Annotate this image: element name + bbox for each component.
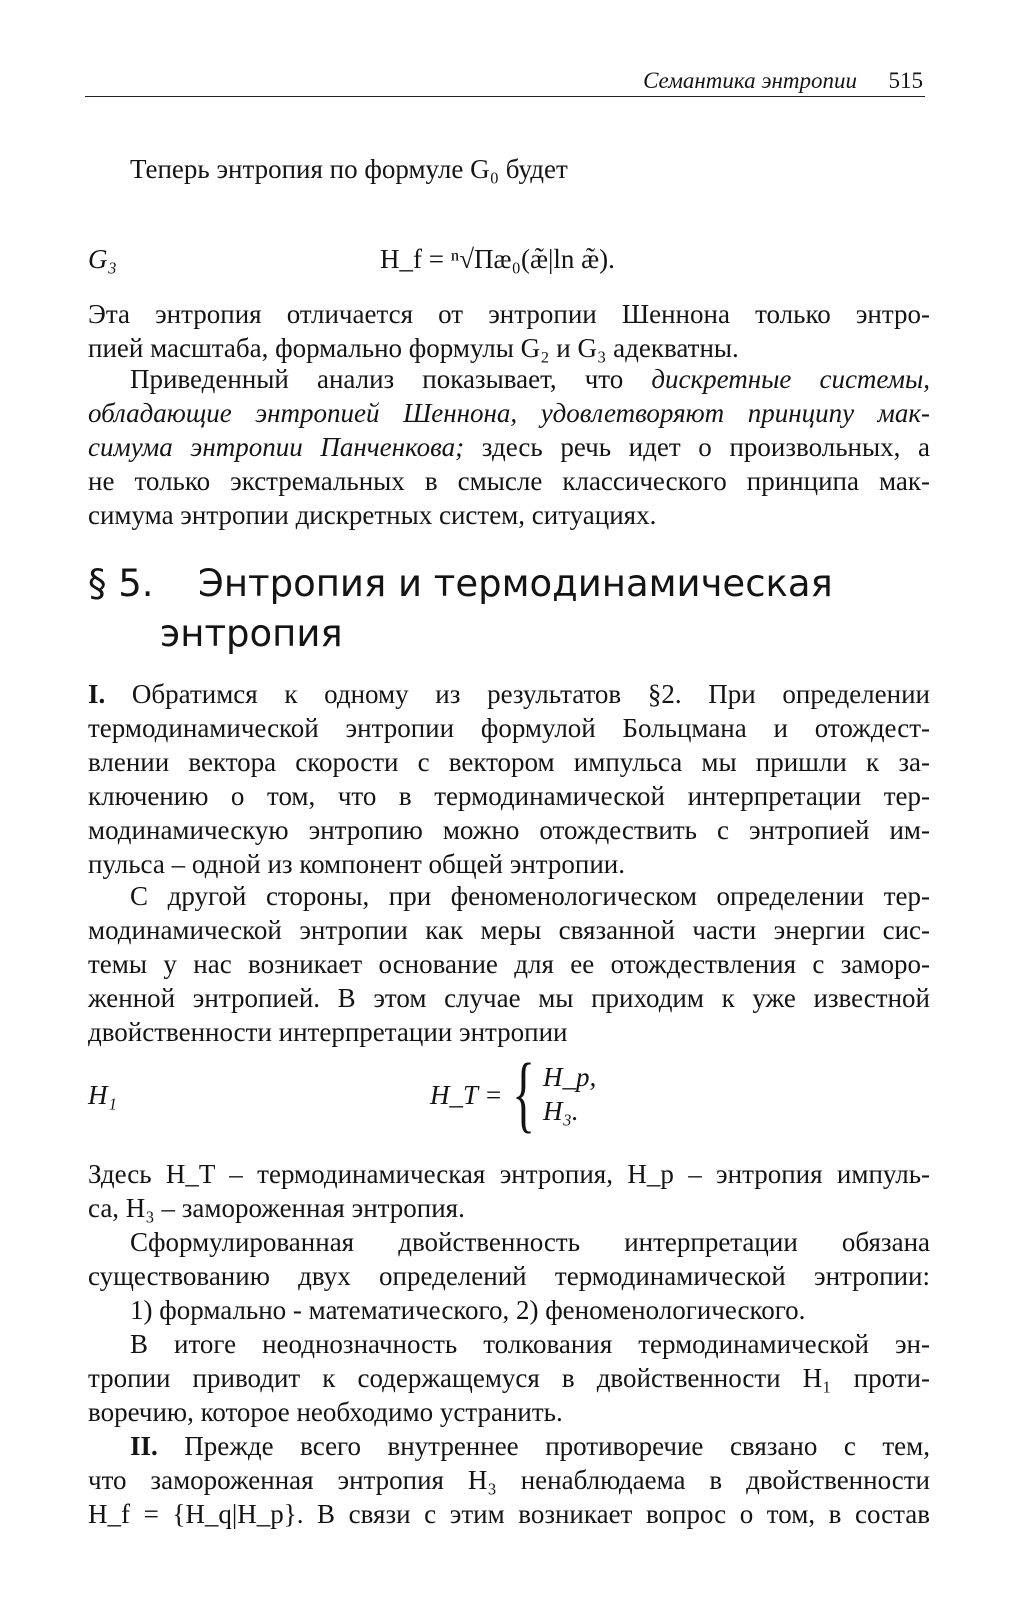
paragraph-line: II. Прежде всего внутреннее противоречие связано с тем, — [130, 1431, 930, 1461]
equation-label: H₁ — [88, 1080, 117, 1110]
equation-label: G₃ — [88, 244, 117, 274]
equation-formula: H_f = ⁿ√Πæ₀(æ̃|ln æ̃). — [380, 244, 615, 274]
equation-lhs: H_T = — [430, 1080, 503, 1110]
paragraph-line: Сформулированная двойственность интерпретации обязана — [130, 1227, 930, 1257]
paragraph-line: Теперь энтропия по формуле G₀ будет — [130, 154, 568, 184]
paragraph-line: существованию двух определений термодинамической энтропии: — [88, 1261, 930, 1291]
paragraph-line: воречию, которое необходимо устранить. — [88, 1397, 563, 1427]
paragraph-line: тропии приводит к содержащемуся в двойственности H₁ проти- — [88, 1363, 930, 1393]
paragraph-line: Здесь H_T – термодинамическая энтропия, H_p – энтропия импуль- — [88, 1159, 930, 1189]
paragraph-line: H_f = {H_q|H_p}. В связи с этим возникает вопрос о том, в состав — [88, 1499, 930, 1529]
paragraph-line: пией масштаба, формально формулы G₂ и G₃ адекватны. — [88, 333, 739, 363]
paragraph-line: двойственности интерпретации энтропии — [88, 1017, 568, 1047]
paragraph-line: С другой стороны, при феноменологическом определении тер- — [130, 881, 930, 911]
paragraph-line: пульса – одной из компонент общей энтропии. — [88, 849, 625, 879]
paragraph-line: не только экстремальных в смысле классического принципа мак- — [88, 466, 930, 496]
section-number: § 5. — [88, 562, 154, 605]
paragraph-line: Эта энтропия отличается от энтропии Шеннона только энтро- — [88, 299, 930, 329]
running-header — [85, 62, 925, 97]
running-title: Семантика энтропии — [643, 68, 857, 93]
italic-text: симума энтропии Панченкова; — [88, 432, 465, 462]
paragraph-line: Приведенный анализ показывает, что дискретные системы, — [130, 364, 931, 394]
paragraph-line: ключению о том, что в термодинамической интерпретации тер- — [88, 781, 930, 811]
italic-text: дискретные системы, — [651, 364, 931, 394]
paragraph-line: В итоге неоднозначность толкования термодинамической эн- — [130, 1329, 930, 1359]
paragraph-line: 1) формально - математического, 2) феноменологического. — [130, 1295, 806, 1325]
curly-brace: { — [512, 1045, 535, 1141]
paragraph-line: влении вектора скорости с вектором импульса мы пришли к за- — [88, 747, 930, 777]
paragraph-line: что замороженная энтропия H₃ ненаблюдаема в двойственности — [88, 1465, 930, 1495]
paragraph-line: темы у нас возникает основание для ее отождествления с заморо- — [88, 949, 930, 979]
point-number: I. — [88, 679, 106, 709]
point-number: II. — [130, 1431, 158, 1461]
paragraph-line: симума энтропии дискретных систем, ситуациях. — [88, 500, 657, 530]
paragraph-line: са, H₃ – замороженная энтропия. — [88, 1193, 465, 1223]
section-title-line: энтропия — [160, 612, 343, 655]
paragraph-line: I. Обратимся к одному из результатов §2. При определении — [88, 679, 930, 709]
paragraph-line: женной энтропией. В этом случае мы приходим к уже известной — [88, 983, 930, 1013]
paragraph-line: симума энтропии Панченкова; здесь речь идет о произвольных, а — [88, 432, 930, 462]
paragraph-line: модинамической энтропии как меры связанной части энергии сис- — [88, 915, 930, 945]
paragraph-line: термодинамической энтропии формулой Больцмана и отождест- — [88, 713, 930, 743]
paragraph-line: модинамическую энтропию можно отождествить с энтропией им- — [88, 815, 930, 845]
section-title-line: Энтропия и термодинамическая — [198, 562, 833, 605]
paragraph-line: обладающие энтропией Шеннона, удовлетворяют принципу мак- — [88, 398, 930, 428]
page-number: 515 — [888, 68, 923, 93]
equation-case: H_p, — [543, 1062, 597, 1092]
equation-case: H₃. — [543, 1096, 579, 1126]
